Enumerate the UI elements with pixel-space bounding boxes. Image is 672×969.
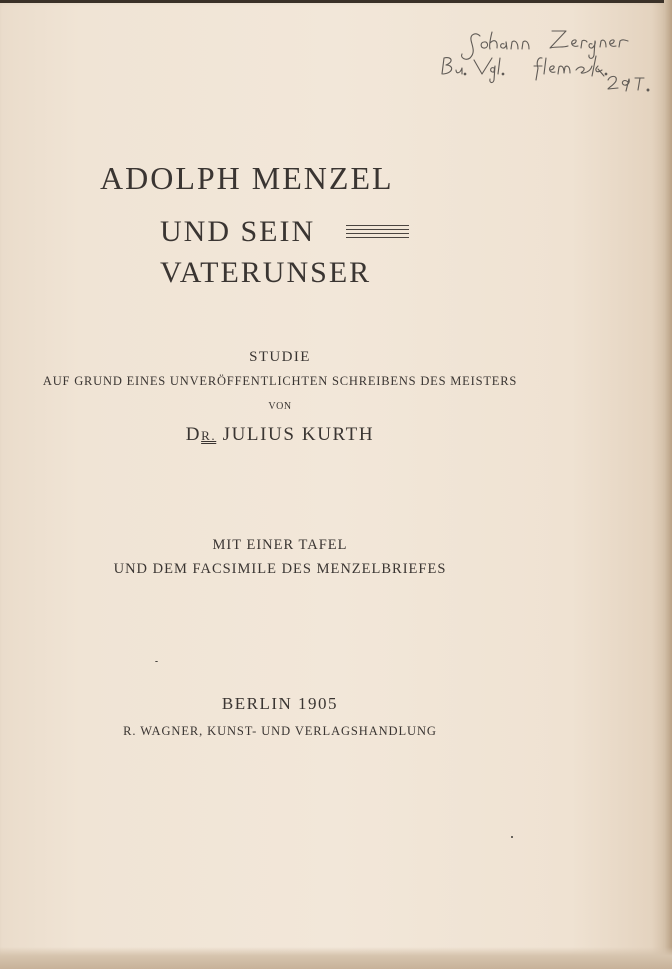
title-line-3: VATERUNSER	[160, 256, 372, 289]
paper-speck	[155, 661, 158, 662]
supplement-line-2: UND DEM FACSIMILE DES MENZELBRIEFES	[113, 561, 447, 577]
author-prefix-small: R.	[201, 428, 217, 443]
subtitle-studie: STUDIE	[249, 349, 311, 365]
title-line-2: UND SEIN	[160, 215, 316, 248]
supplement-line-1: MIT EINER TAFEL	[212, 537, 348, 553]
handwriting-image	[440, 22, 666, 97]
imprint-publisher: R. WAGNER, KUNST- UND VERLAGSHANDLUNG	[123, 724, 437, 738]
imprint-city-year: BERLIN 1905	[221, 694, 339, 713]
handwritten-inscription	[440, 22, 666, 97]
subtitle-von: VON	[268, 401, 292, 412]
paper-speck	[511, 836, 513, 838]
title-ornament-rule	[346, 225, 409, 243]
page-edge-bottom	[0, 947, 672, 969]
author-name	[0, 424, 560, 446]
page-edge-right	[664, 0, 672, 969]
subtitle-description: AUF GRUND EINES UNVERÖFFENTLICHTEN SCHREIBENS DES MEISTERS	[42, 374, 518, 388]
title-line-1: ADOLPH MENZEL	[100, 160, 394, 196]
author-prefix: D	[185, 424, 202, 445]
author-surname: JULIUS KURTH	[216, 424, 375, 445]
